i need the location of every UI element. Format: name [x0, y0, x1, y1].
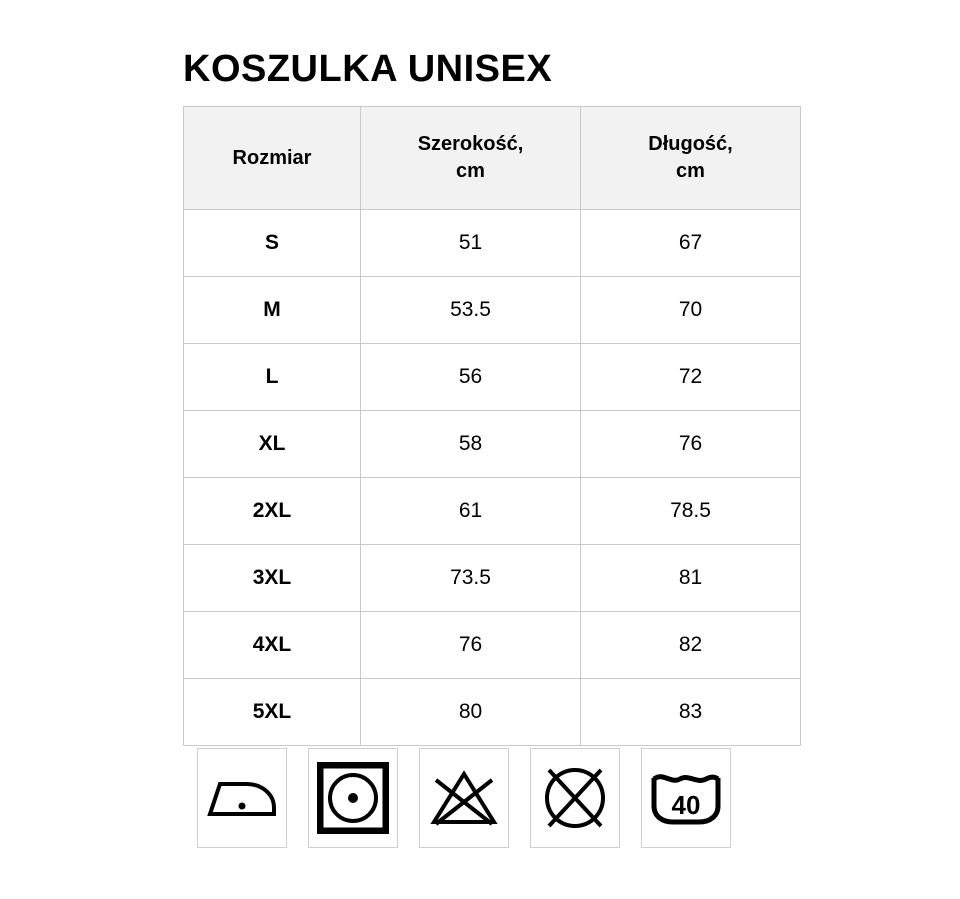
- cell-length: 81: [581, 545, 801, 612]
- column-header-size: Rozmiar: [184, 107, 361, 210]
- iron-one-dot-icon: [206, 774, 278, 822]
- cell-width: 61: [361, 478, 581, 545]
- cell-length: 83: [581, 679, 801, 746]
- cell-size: 5XL: [184, 679, 361, 746]
- cell-length: 82: [581, 612, 801, 679]
- cell-length: 76: [581, 411, 801, 478]
- column-header-width-line2: cm: [456, 160, 485, 182]
- do-not-bleach-icon: [428, 768, 500, 828]
- care-instructions: [197, 748, 731, 848]
- do-not-dry-clean-icon: [539, 762, 611, 834]
- cell-length: 70: [581, 277, 801, 344]
- cell-width: 56: [361, 344, 581, 411]
- size-table: [183, 106, 801, 746]
- table-row: [184, 612, 801, 679]
- cell-width: 73.5: [361, 545, 581, 612]
- cell-width: 51: [361, 210, 581, 277]
- table-row: [184, 344, 801, 411]
- cell-size: S: [184, 210, 361, 277]
- care-icon-tumble-dry: [308, 748, 398, 848]
- column-header-length: [581, 107, 801, 210]
- care-icon-wash-40: [641, 748, 731, 848]
- table-header: [184, 107, 801, 210]
- table-header-row: [184, 107, 801, 210]
- cell-width: 80: [361, 679, 581, 746]
- cell-width: 76: [361, 612, 581, 679]
- table-body: [184, 210, 801, 746]
- column-header-length-line1: Długość,: [648, 133, 733, 155]
- cell-size: 2XL: [184, 478, 361, 545]
- cell-width: 53.5: [361, 277, 581, 344]
- wash-temperature-label: 40: [671, 790, 701, 820]
- cell-size: 4XL: [184, 612, 361, 679]
- table-row: [184, 277, 801, 344]
- column-header-width: [361, 107, 581, 210]
- cell-length: 78.5: [581, 478, 801, 545]
- cell-size: L: [184, 344, 361, 411]
- care-icon-do-not-dry-clean: [530, 748, 620, 848]
- table-row: [184, 679, 801, 746]
- cell-length: 72: [581, 344, 801, 411]
- column-header-length-line2: cm: [676, 160, 705, 182]
- table-row: [184, 478, 801, 545]
- care-icon-do-not-bleach: [419, 748, 509, 848]
- cell-width: 58: [361, 411, 581, 478]
- wash-40-icon: [649, 770, 723, 826]
- tumble-dry-normal-icon: [317, 762, 389, 834]
- cell-size: 3XL: [184, 545, 361, 612]
- page-title: KOSZULKA UNISEX: [183, 48, 553, 90]
- table-row: [184, 411, 801, 478]
- cell-length: 67: [581, 210, 801, 277]
- cell-size: M: [184, 277, 361, 344]
- care-icon-iron: [197, 748, 287, 848]
- table-row: [184, 210, 801, 277]
- cell-size: XL: [184, 411, 361, 478]
- table-row: [184, 545, 801, 612]
- column-header-width-line1: Szerokość,: [417, 133, 524, 155]
